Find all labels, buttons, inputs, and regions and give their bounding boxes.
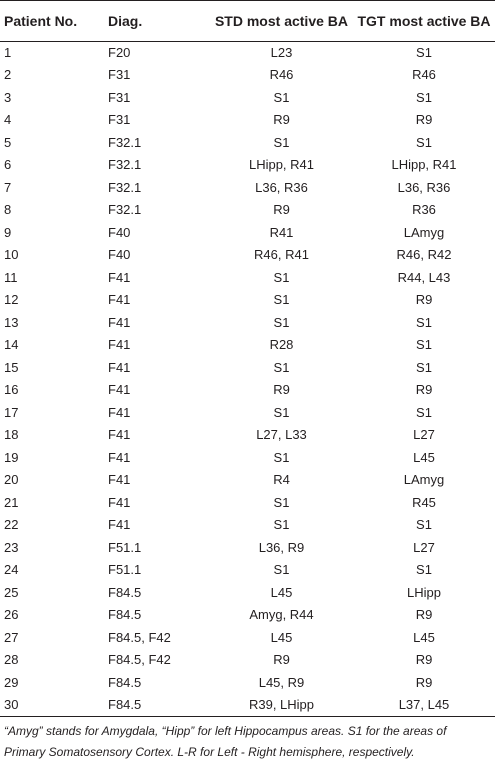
cell-patient-no: 24 bbox=[4, 562, 19, 578]
table-body bbox=[0, 42, 495, 717]
cell-std-ba: L36, R36 bbox=[255, 179, 308, 195]
cell-std-ba: S1 bbox=[273, 562, 290, 578]
cell-tgt-ba: L27 bbox=[413, 539, 435, 555]
cell-tgt-ba: S1 bbox=[416, 337, 432, 353]
cell-diag: F41 bbox=[108, 449, 131, 465]
cell-tgt-ba: R45 bbox=[412, 494, 436, 510]
cell-patient-no: 15 bbox=[4, 359, 19, 375]
cell-std-ba: S1 bbox=[273, 449, 290, 465]
header-row bbox=[0, 1, 495, 42]
table-row bbox=[0, 447, 495, 470]
cell-tgt-ba: R9 bbox=[415, 674, 433, 690]
cell-patient-no: 22 bbox=[4, 517, 19, 533]
cell-diag: F51.1 bbox=[108, 539, 142, 555]
cell-patient-no: 27 bbox=[4, 629, 19, 645]
table-row bbox=[0, 267, 495, 290]
cell-tgt-ba: LAmyg bbox=[403, 472, 445, 488]
table-row bbox=[0, 424, 495, 447]
cell-std-ba: S1 bbox=[273, 269, 290, 285]
cell-tgt-ba: L45 bbox=[413, 629, 435, 645]
table-row bbox=[0, 559, 495, 582]
cell-patient-no: 20 bbox=[4, 472, 19, 488]
table-row bbox=[0, 672, 495, 695]
table-row bbox=[0, 312, 495, 335]
cell-patient-no: 8 bbox=[4, 202, 12, 218]
cell-tgt-ba: R9 bbox=[415, 652, 433, 668]
cell-diag: F41 bbox=[108, 404, 131, 420]
cell-std-ba: R9 bbox=[273, 382, 290, 398]
cell-patient-no: 14 bbox=[4, 337, 19, 353]
cell-std-ba: L23 bbox=[270, 45, 293, 60]
header-tgt-most-active-ba: TGT most active BA bbox=[353, 1, 495, 42]
table-row bbox=[0, 627, 495, 650]
cell-patient-no: 4 bbox=[4, 112, 12, 128]
cell-tgt-ba: S1 bbox=[416, 562, 432, 578]
cell-tgt-ba: S1 bbox=[416, 517, 432, 533]
cell-tgt-ba: S1 bbox=[416, 359, 432, 375]
table-row bbox=[0, 357, 495, 380]
table-row bbox=[0, 154, 495, 177]
cell-diag: F31 bbox=[108, 89, 131, 105]
cell-diag: F84.5 bbox=[108, 674, 142, 690]
cell-diag: F32.1 bbox=[108, 179, 142, 195]
cell-diag: F41 bbox=[108, 314, 131, 330]
cell-patient-no: 23 bbox=[4, 539, 19, 555]
cell-diag: F41 bbox=[108, 472, 131, 488]
cell-std-ba: R28 bbox=[269, 337, 294, 353]
header-diag: Diag. bbox=[100, 1, 210, 42]
cell-patient-no: 3 bbox=[4, 89, 12, 105]
table-row bbox=[0, 334, 495, 357]
table-row bbox=[0, 132, 495, 155]
table-row bbox=[0, 109, 495, 132]
table-row bbox=[0, 379, 495, 402]
cell-tgt-ba: R44, L43 bbox=[397, 269, 451, 285]
cell-tgt-ba: L37, L45 bbox=[353, 694, 495, 717]
table-row bbox=[0, 694, 495, 717]
header-patient-no: Patient No. bbox=[0, 1, 100, 42]
cell-patient-no: 30 bbox=[0, 694, 100, 717]
table-row bbox=[0, 604, 495, 627]
cell-tgt-ba: R46 bbox=[412, 67, 436, 83]
cell-diag: F41 bbox=[108, 359, 131, 375]
cell-std-ba: R46, R41 bbox=[254, 247, 309, 263]
cell-tgt-ba: R9 bbox=[415, 112, 433, 128]
cell-std-ba: R9 bbox=[273, 112, 290, 128]
table-row bbox=[0, 537, 495, 560]
table-row bbox=[0, 582, 495, 605]
cell-diag: F32.1 bbox=[108, 202, 142, 218]
cell-diag: F84.5 bbox=[108, 584, 142, 600]
cell-tgt-ba: L27 bbox=[413, 427, 435, 443]
cell-std-ba: LHipp, R41 bbox=[248, 157, 315, 173]
cell-diag: F32.1 bbox=[108, 157, 142, 173]
cell-patient-no: 16 bbox=[4, 382, 19, 398]
table-row bbox=[0, 199, 495, 222]
table-row bbox=[0, 649, 495, 672]
cell-patient-no: 26 bbox=[4, 607, 19, 623]
cell-std-ba: R41 bbox=[269, 224, 294, 240]
cell-tgt-ba: LAmyg bbox=[403, 224, 445, 240]
cell-patient-no: 5 bbox=[4, 134, 12, 150]
table-row bbox=[0, 514, 495, 537]
cell-diag: F31 bbox=[108, 67, 131, 83]
cell-std-ba: L36, R9 bbox=[258, 539, 305, 555]
table-footnote: “Amyg” stands for Amygdala, “Hipp” for left Hippocampus areas. S1 for the areas of Primary Somatosensory Cortex. L-R for Left - Right hemisphere, respectively. bbox=[4, 724, 447, 759]
cell-patient-no: 9 bbox=[4, 224, 12, 240]
cell-diag: F41 bbox=[108, 269, 131, 285]
cell-tgt-ba: S1 bbox=[416, 404, 432, 420]
table-row bbox=[0, 289, 495, 312]
cell-diag: F32.1 bbox=[108, 134, 142, 150]
cell-std-ba: R39, LHipp bbox=[210, 694, 353, 717]
header-std-most-active-ba: STD most active BA bbox=[210, 1, 353, 42]
cell-patient-no: 19 bbox=[4, 449, 19, 465]
table-row bbox=[0, 469, 495, 492]
cell-tgt-ba: S1 bbox=[416, 134, 432, 150]
cell-tgt-ba: L45 bbox=[413, 449, 435, 465]
cell-diag: F20 bbox=[108, 45, 131, 60]
cell-std-ba: S1 bbox=[273, 359, 290, 375]
cell-patient-no: 13 bbox=[4, 314, 19, 330]
cell-diag: F41 bbox=[108, 292, 131, 308]
cell-diag: F40 bbox=[108, 247, 131, 263]
table-row bbox=[0, 222, 495, 245]
cell-diag: F84.5 bbox=[108, 607, 142, 623]
cell-patient-no: 17 bbox=[4, 404, 19, 420]
cell-std-ba: R9 bbox=[273, 652, 290, 668]
cell-diag: F41 bbox=[108, 337, 131, 353]
cell-std-ba: S1 bbox=[273, 404, 290, 420]
table-row bbox=[0, 244, 495, 267]
cell-std-ba: S1 bbox=[273, 134, 290, 150]
table-row bbox=[0, 402, 495, 425]
cell-std-ba: Amyg, R44 bbox=[249, 607, 314, 623]
cell-diag: F84.5, F42 bbox=[108, 652, 171, 668]
cell-diag: F84.5, F42 bbox=[108, 629, 171, 645]
cell-diag: F51.1 bbox=[108, 562, 142, 578]
cell-std-ba: L45, R9 bbox=[258, 674, 305, 690]
cell-patient-no: 11 bbox=[4, 269, 18, 285]
cell-patient-no: 1 bbox=[4, 45, 12, 60]
table-row bbox=[0, 177, 495, 200]
cell-std-ba: S1 bbox=[273, 292, 290, 308]
cell-diag: F41 bbox=[108, 494, 131, 510]
cell-patient-no: 7 bbox=[4, 179, 12, 195]
table-row bbox=[0, 87, 495, 110]
cell-std-ba: S1 bbox=[273, 517, 290, 533]
cell-tgt-ba: LHipp, R41 bbox=[391, 157, 457, 173]
cell-std-ba: S1 bbox=[273, 494, 290, 510]
cell-patient-no: 2 bbox=[4, 67, 12, 83]
table-row bbox=[0, 64, 495, 87]
cell-patient-no: 28 bbox=[4, 652, 19, 668]
cell-tgt-ba: R9 bbox=[415, 292, 433, 308]
cell-tgt-ba: S1 bbox=[416, 314, 432, 330]
table-row bbox=[0, 492, 495, 515]
cell-tgt-ba: L36, R36 bbox=[397, 179, 451, 195]
cell-patient-no: 25 bbox=[4, 584, 19, 600]
cell-std-ba: R46 bbox=[269, 67, 294, 83]
cell-std-ba: R9 bbox=[273, 202, 290, 218]
cell-std-ba: S1 bbox=[273, 89, 290, 105]
cell-patient-no: 18 bbox=[4, 427, 19, 443]
cell-diag: F41 bbox=[108, 427, 131, 443]
cell-std-ba: L27, L33 bbox=[256, 427, 307, 443]
cell-patient-no: 10 bbox=[4, 247, 19, 263]
cell-tgt-ba: R46, R42 bbox=[396, 247, 452, 263]
cell-diag: F41 bbox=[108, 517, 131, 533]
cell-std-ba: R4 bbox=[273, 472, 290, 488]
cell-tgt-ba: R36 bbox=[412, 202, 436, 218]
cell-patient-no: 6 bbox=[4, 157, 12, 173]
cell-std-ba: S1 bbox=[273, 314, 290, 330]
cell-tgt-ba: S1 bbox=[416, 45, 432, 60]
cell-diag: F84.5 bbox=[100, 694, 210, 717]
cell-tgt-ba: R9 bbox=[415, 382, 433, 398]
cell-tgt-ba: R9 bbox=[415, 607, 433, 623]
cell-std-ba: L45 bbox=[270, 629, 293, 645]
cell-std-ba: L45 bbox=[270, 584, 293, 600]
table-row bbox=[0, 42, 495, 65]
cell-tgt-ba: S1 bbox=[416, 89, 432, 105]
cell-diag: F31 bbox=[108, 112, 131, 128]
cell-patient-no: 29 bbox=[4, 674, 19, 690]
cell-patient-no: 21 bbox=[4, 494, 19, 510]
cell-diag: F40 bbox=[108, 224, 131, 240]
cell-patient-no: 12 bbox=[4, 292, 19, 308]
cell-tgt-ba: LHipp bbox=[407, 584, 441, 600]
cell-diag: F41 bbox=[108, 382, 131, 398]
